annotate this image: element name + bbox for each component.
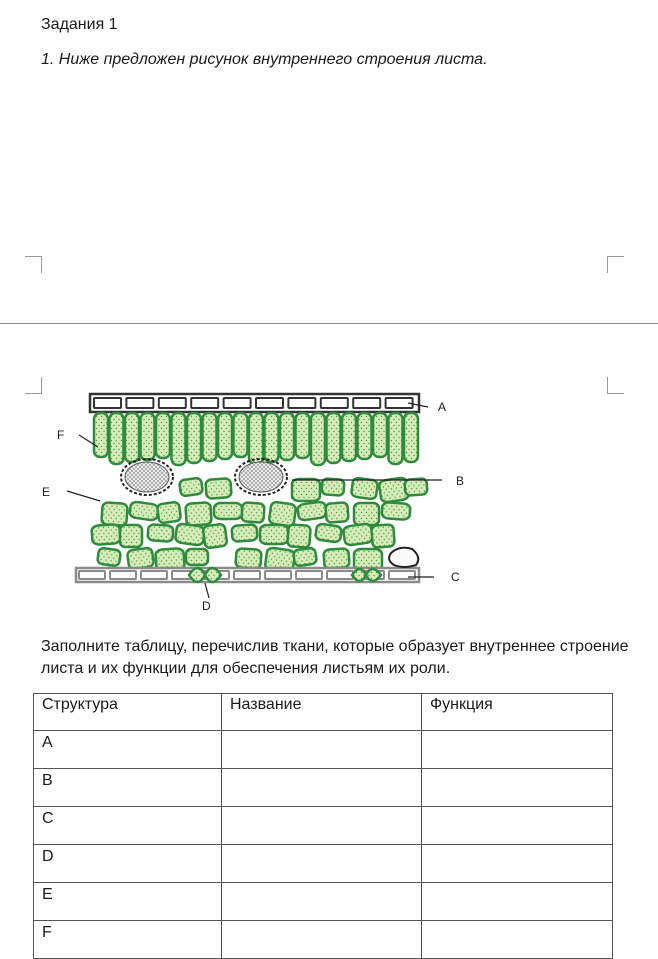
cell-structure: B xyxy=(34,769,222,807)
palisade-cell xyxy=(125,413,139,462)
spongy-cell xyxy=(343,523,373,546)
palisade-cell xyxy=(234,413,248,457)
lower-epidermis-cell xyxy=(265,571,291,579)
spongy-cell xyxy=(354,503,379,525)
lower-epidermis-cell xyxy=(389,571,415,579)
spongy-cell xyxy=(371,524,394,547)
table-header-row xyxy=(34,694,613,731)
lower-epidermis-cell xyxy=(296,571,322,579)
upper-epidermis xyxy=(90,394,419,412)
cell-function[interactable] xyxy=(422,883,613,921)
cell-function[interactable] xyxy=(422,769,613,807)
header-structure: Структура xyxy=(34,694,222,731)
epidermis-cell xyxy=(321,398,348,408)
cell-structure: D xyxy=(34,845,222,883)
table-row xyxy=(34,769,613,807)
cell-structure: C xyxy=(34,807,222,845)
diagram-label-f: F xyxy=(57,428,65,442)
spongy-cell xyxy=(127,547,154,569)
table-row xyxy=(34,845,613,883)
spongy-cell xyxy=(323,548,349,569)
palisade-cell xyxy=(110,413,124,464)
cell-function[interactable] xyxy=(422,731,613,769)
spongy-cell xyxy=(129,501,159,521)
epidermis-cell xyxy=(191,398,218,408)
spongy-cell xyxy=(297,501,327,521)
spongy-cell xyxy=(157,502,181,524)
spongy-cell xyxy=(287,524,310,547)
cell-name[interactable] xyxy=(222,845,422,883)
palisade-cell xyxy=(172,413,186,465)
cell-function[interactable] xyxy=(422,921,613,959)
spongy-cell xyxy=(147,524,173,542)
cell-function[interactable] xyxy=(422,807,613,845)
epidermis-cell xyxy=(126,398,153,408)
spongy-cell xyxy=(235,548,261,569)
table-row xyxy=(34,731,613,769)
spongy-cell xyxy=(351,477,378,499)
spongy-cell xyxy=(269,501,297,526)
epidermis-cell xyxy=(353,398,380,408)
cell-structure: E xyxy=(34,883,222,921)
spongy-cell xyxy=(179,478,203,497)
crop-mark-bottom-right xyxy=(607,377,624,394)
palisade-cell xyxy=(141,413,155,460)
palisade-cell xyxy=(265,413,279,462)
palisade-cell xyxy=(342,413,356,461)
spongy-cell xyxy=(315,523,342,542)
task-question: 1. Ниже предложен рисунок внутреннего строения листа. xyxy=(41,51,488,68)
spongy-cell xyxy=(404,478,427,495)
spongy-cell xyxy=(203,524,228,549)
palisade-cell xyxy=(389,413,403,464)
spongy-cell xyxy=(214,503,242,519)
table-row xyxy=(34,921,613,959)
palisade-cell xyxy=(373,413,387,457)
palisade-cell xyxy=(156,413,170,458)
cell-function[interactable] xyxy=(422,845,613,883)
palisade-cell xyxy=(358,413,372,459)
cell-structure: F xyxy=(34,921,222,959)
epidermis-cell xyxy=(159,398,186,408)
spongy-cell xyxy=(293,548,317,567)
epidermis-cell xyxy=(288,398,315,408)
crop-mark-top-right xyxy=(607,256,624,273)
task-title: Задания 1 xyxy=(41,16,118,33)
header-function: Функция xyxy=(422,694,613,731)
crystal-cell xyxy=(389,548,418,567)
cell-name[interactable] xyxy=(222,731,422,769)
lower-epidermis-cell xyxy=(327,571,353,579)
spongy-cell xyxy=(205,478,231,499)
palisade-mesophyll xyxy=(94,413,418,465)
palisade-cell xyxy=(94,413,108,457)
cell-name[interactable] xyxy=(222,807,422,845)
diagram-label-a: A xyxy=(438,400,447,414)
cell-name[interactable] xyxy=(222,769,422,807)
spongy-cell xyxy=(91,524,120,545)
instruction-text: Заполните таблицу, перечислив ткани, которые образует внутреннее строение листа и их функции для обеспечения листьям их роли. xyxy=(41,638,629,677)
epidermis-cell xyxy=(256,398,283,408)
crop-mark-top-left xyxy=(25,256,42,273)
spongy-cell xyxy=(381,502,410,520)
vascular-bundle-left xyxy=(121,459,173,495)
spongy-cell xyxy=(325,502,348,522)
palisade-cell xyxy=(404,413,418,462)
spongy-cell xyxy=(97,548,121,567)
cell-name[interactable] xyxy=(222,883,422,921)
palisade-cell xyxy=(218,413,232,459)
palisade-cell xyxy=(249,413,263,464)
page-break-line xyxy=(0,323,658,324)
lower-epidermis-cell xyxy=(79,571,105,579)
spongy-cell xyxy=(260,525,288,544)
palisade-cell xyxy=(187,413,201,463)
lower-epidermis-cell xyxy=(234,571,260,579)
header-name: Название xyxy=(222,694,422,731)
palisade-cell xyxy=(327,413,341,463)
diagram-label-d: D xyxy=(202,599,211,613)
palisade-cell xyxy=(280,413,294,460)
palisade-cell xyxy=(203,413,217,461)
lower-epidermis-cell xyxy=(110,571,136,579)
spongy-cell xyxy=(186,549,208,565)
spongy-cell xyxy=(185,502,211,526)
palisade-cell xyxy=(296,413,310,458)
table-row xyxy=(34,883,613,921)
spongy-cell xyxy=(101,502,127,526)
spongy-cell xyxy=(241,502,264,522)
vascular-bundle-right xyxy=(235,459,287,495)
palisade-cell xyxy=(311,413,325,465)
cell-structure: A xyxy=(34,731,222,769)
spongy-cell xyxy=(292,479,320,501)
table-row xyxy=(34,807,613,845)
spongy-cell xyxy=(231,524,257,542)
spongy-cell xyxy=(120,525,142,547)
diagram-label-c: C xyxy=(451,570,460,584)
diagram-label-e: E xyxy=(42,485,51,499)
cell-name[interactable] xyxy=(222,921,422,959)
lower-epidermis-cell xyxy=(141,571,167,579)
epidermis-cell xyxy=(94,398,121,408)
spongy-cell xyxy=(175,523,205,546)
answer-table xyxy=(33,693,613,959)
diagram-label-b: B xyxy=(456,474,465,488)
epidermis-cell xyxy=(224,398,251,408)
spongy-cell xyxy=(321,478,344,495)
leaf-structure-diagram xyxy=(30,385,480,620)
